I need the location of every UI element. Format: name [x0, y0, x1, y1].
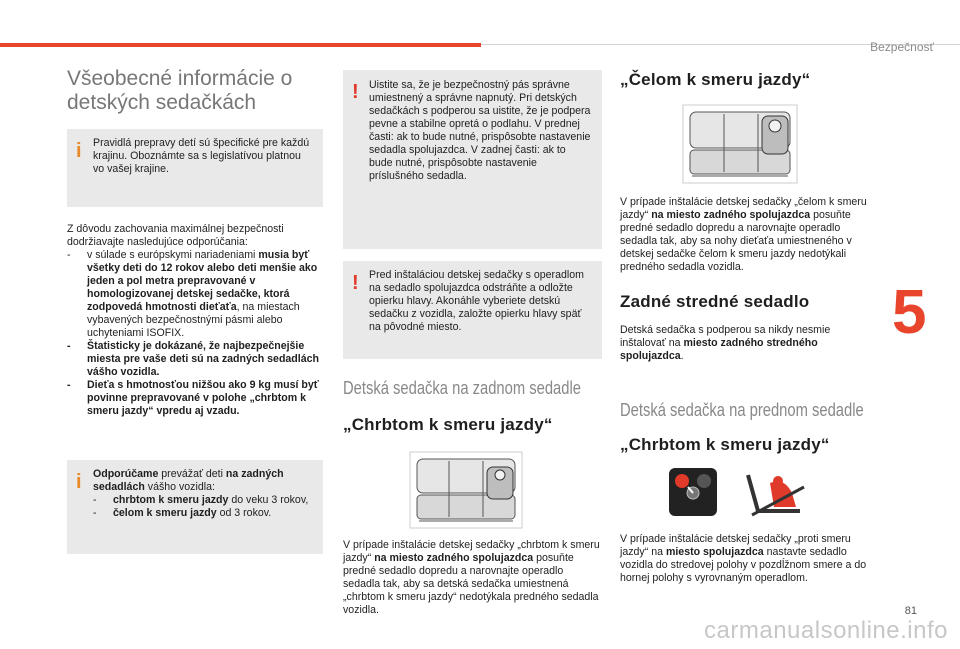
front-seat-icons — [668, 467, 878, 521]
warning-box-belt — [343, 70, 602, 249]
header-accent-bar — [0, 43, 481, 47]
intro-paragraph: Z dôvodu zachovania maximálnej bezpečnosti dodržiavajte nasledujúce odporúčania: — [67, 223, 284, 248]
list-item: - čelom k smeru jazdy od 3 rokov. — [93, 507, 313, 520]
subheading-front-seat: Detská sedačka na prednom sedadle — [620, 400, 864, 420]
recommendation-list — [67, 249, 323, 418]
warning-text: Pred inštaláciou detskej sedačky s operadlom na sedadlo spolujazdca odstráňte a odložte opierku hlavy. Akonáhle vyberiete detskú sedačku z vozidla, založte opierku hlavy späť na pôvodné miesto. — [369, 269, 584, 333]
rear-seat-forward-figure — [682, 104, 798, 184]
page-number: 81 — [904, 605, 917, 617]
watermark: carmanualsonline.info — [704, 617, 948, 644]
page-title — [67, 67, 323, 115]
title-line-1: Všeobecné informácie o — [67, 67, 293, 90]
list-item: - Štatisticky je dokázané, že najbezpečnejšie miesta pre vaše deti sú na zadných sedadlách vášho vozidla. — [67, 340, 323, 379]
list-item: - chrbtom k smeru jazdy do veku 3 rokov, — [93, 494, 313, 507]
chapter-number: 5 — [892, 278, 927, 347]
passenger-airbag-switch-icon — [668, 467, 718, 517]
subheading-rear-seat: Detská sedačka na zadnom sedadle — [343, 378, 581, 398]
rearward-paragraph: V prípade inštalácie detskej sedačky „chrbtom k smeru jazdy“ na miesto zadného spolujazdca posuňte predné sedadlo dopredu a narovnajte operadlo sedadla tak, aby sa detská sedačka umiestnená „chrbtom k smeru jazdy“ nedotýkala predného sedadla vozidla. — [343, 539, 600, 616]
title-line-2: detských sedačkách — [67, 91, 257, 114]
warning-icon: ! — [352, 81, 359, 103]
heading-forward: „Čelom k smeru jazdy“ — [620, 70, 811, 89]
info-box-recommendation: i Odporúčame prevážať deti na zadných sedadlách vášho vozidla: - chrbtom k smeru jazdy do veku 3 rokov, - čelom k smeru jazdy od 3 rokov. — [67, 460, 323, 554]
warning-icon: ! — [352, 272, 359, 294]
info-icon: i — [76, 471, 82, 493]
info-icon: i — [76, 140, 82, 162]
rear-seat-rearward-figure — [409, 451, 523, 529]
list-item: - v súlade s európskymi nariadeniami musia byť všetky deti do 12 rokov alebo deti menšie ako jeden a pol metra prepravované v homologizovanej detskej sedačke, ktorá zodpovedá hmotnosti dieťaťa, na miestach vybavených bezpečnostnými pásmi alebo uchyteniami ISOFIX. — [67, 249, 323, 340]
warning-box-headrest — [343, 261, 602, 359]
forward-paragraph: V prípade inštalácie detskej sedačky „čelom k smeru jazdy“ na miesto zadného spolujazdca posuňte predné sedadlo dopredu a narovnajte operadlo sedadla tak, aby sa nohy dieťaťa umiestneného v detskej sedačke čelom k smeru jazdy nedotýkali predného sedadla vozidla. — [620, 196, 867, 273]
info-box-legislation — [67, 129, 323, 207]
heading-front-rearward: „Chrbtom k smeru jazdy“ — [620, 435, 830, 454]
heading-rear-middle: Zadné stredné sedadlo — [620, 292, 810, 311]
column-rear-seat — [343, 70, 600, 617]
rear-middle-paragraph: Detská sedačka s podperou sa nikdy nesmie inštalovať na miesto zadného stredného spolujazdca. — [620, 324, 831, 362]
column-forward-front — [620, 70, 878, 585]
column-general-info — [67, 67, 323, 554]
heading-rearward: „Chrbtom k smeru jazdy“ — [343, 415, 553, 434]
list-item: - Dieťa s hmotnosťou nižšou ako 9 kg musí byť povinne prepravované v polohe „chrbtom k smeru jazdy“ vpredu aj vzadu. — [67, 379, 323, 418]
age-list — [93, 494, 313, 520]
front-rearward-paragraph: V prípade inštalácie detskej sedačky „proti smeru jazdy“ na miesto spolujazdca nastavte sedadlo vozidla do stredovej polohy v pozdĺžnom smere a do hornej polohy s vyrovnaným operadlom. — [620, 533, 867, 584]
chapter-title: Bezpečnosť — [870, 40, 934, 54]
warning-text: Uistite sa, že je bezpečnostný pás správne umiestnený a správne napnutý. Pri detských sedačkách s podperou sa uistite, že je podpera pevne a stabilne opretá o podlahu. V prednej časti: ak to bude nutné, prispôsobte nastavenie sedadla spolujazdca. V zadnej časti: ak to bude nutné, prispôsobte nastavenie príslušného sedadla. — [369, 79, 591, 182]
info-box-text: Pravidlá prepravy detí sú špecifické pre každú krajinu. Oboznámte sa s legislatívou platnou vo vašej krajine. — [93, 137, 310, 175]
rearward-child-seat-icon — [740, 467, 814, 519]
